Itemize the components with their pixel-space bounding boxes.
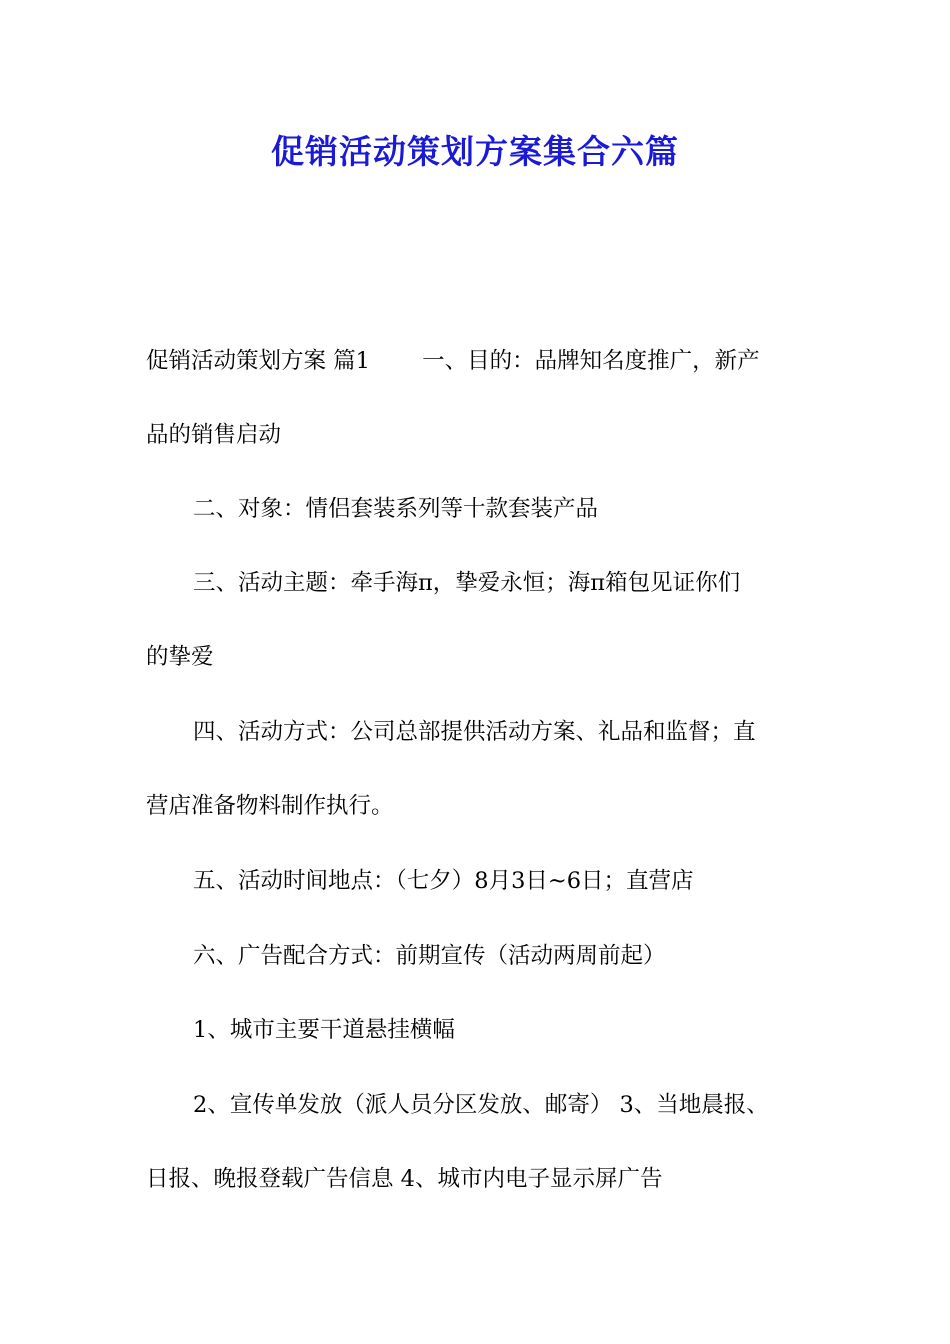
- paragraph-line: 促销活动策划方案 篇1 一、目的：品牌知名度推广，新产: [146, 348, 760, 374]
- paragraph-line: 日报、晚报登载广告信息 4、城市内电子显示屏广告: [146, 1166, 663, 1192]
- paragraph-line: 六、广告配合方式：前期宣传（活动两周前起）: [193, 943, 666, 969]
- paragraph-line: 的挚爱: [146, 644, 214, 670]
- document-title: 促销活动策划方案集合六篇: [271, 132, 679, 171]
- paragraph-line: 四、活动方式：公司总部提供活动方案、礼品和监督；直: [193, 719, 756, 745]
- paragraph-line: 二、对象：情侣套装系列等十款套装产品: [193, 496, 599, 522]
- paragraph-line: 1、城市主要干道悬挂横幅: [193, 1017, 455, 1043]
- paragraph-line: 2、宣传单发放（派人员分区发放、邮寄） 3、当地晨报、: [193, 1092, 769, 1118]
- paragraph-line: 三、活动主题：牵手海π，挚爱永恒；海π箱包见证你们: [193, 570, 741, 596]
- paragraph-line: 营店准备物料制作执行。: [146, 793, 394, 819]
- paragraph-line: 品的销售启动: [146, 422, 282, 448]
- paragraph-line: 五、活动时间地点：（七夕）8月3日~6日；直营店: [193, 868, 694, 894]
